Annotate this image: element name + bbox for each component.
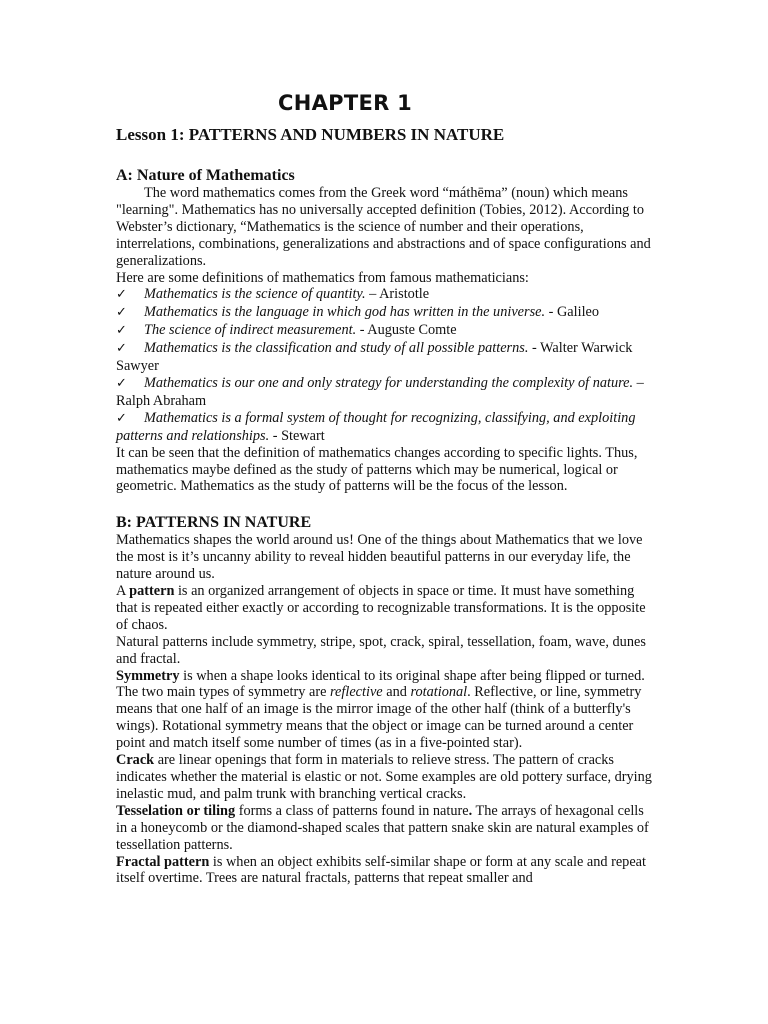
check-icon: ✓ [116, 305, 127, 321]
definition-author: - Walter Warwick Sawyer [116, 340, 633, 375]
fractal-text: is when an object exhibits self-similar shape or form at any scale and repeat itself overtime. Trees are natural fractals, patterns that repeat smaller and [116, 853, 646, 887]
symmetry-text-1: is when a shape looks identical to its original shape after being flipped or turned. The two main types of symmetry are [116, 667, 645, 701]
symmetry-reflective: reflective [330, 684, 383, 701]
definition-quote: Mathematics is a formal system of thought for recognizing, classifying, and exploiting patterns and relationships. [116, 409, 636, 444]
definition-author: – Ralph Abraham [116, 374, 644, 409]
definitions-list [116, 286, 656, 444]
pattern-pre: A [116, 583, 130, 600]
definitions-lead: Here are some definitions of mathematics from famous mathematicians: [116, 269, 529, 286]
check-icon: ✓ [116, 375, 127, 391]
check-icon: ✓ [116, 323, 127, 339]
section-b-intro: Mathematics shapes the world around us! One of the things about Mathematics that we love the most is it’s uncanny ability to reveal hidden beautiful patterns in our everyday life, the nature around us. [116, 532, 643, 583]
definition-item [116, 304, 656, 322]
tessellation-text-2: The arrays of hexagonal cells in a honeycomb or the diamond-shaped scales that pattern snake skin are natural examples of tessellation patterns. [116, 802, 649, 853]
definition-item [116, 340, 656, 375]
tessellation-paragraph [116, 803, 656, 854]
check-icon: ✓ [116, 287, 127, 303]
section-a-intro: The word mathematics comes from the Greek word “máthēma” (noun) which means "learning". Mathematics has no universally accepted definition (Tobies, 2012). According to Webster’s dictionary, “Mathematics is the science of number and their operations, interrelations, combinations, generalizations and abstractions and of space configurations and generalizations. [116, 185, 651, 269]
pattern-text: is an organized arrangement of objects in space or time. It must have something that is repeated either exactly or according to recognizable transformations. It is the opposite of chaos. [116, 583, 646, 633]
definition-item [116, 410, 656, 445]
crack-paragraph [116, 752, 656, 803]
definition-quote: Mathematics is our one and only strategy for understanding the complexity of nature. [144, 374, 634, 391]
crack-text: are linear openings that form in materials to relieve stress. The pattern of cracks indicates whether the material is elastic or not. Some examples are old pottery surface, drying inelastic mud, and palm trunk with branching vertical cracks. [116, 752, 652, 802]
symmetry-term: Symmetry [116, 667, 180, 684]
definition-author: - Stewart [269, 427, 325, 444]
tessellation-term: Tesselation or tiling [116, 802, 236, 819]
pattern-paragraph [116, 583, 656, 634]
check-icon: ✓ [116, 341, 127, 357]
crack-term: Crack [116, 752, 155, 769]
natural-patterns-paragraph: Natural patterns include symmetry, stripe, spot, crack, spiral, tessellation, foam, wave, dunes and fractal. [116, 633, 646, 667]
lesson-title: Lesson 1: PATTERNS AND NUMBERS IN NATURE [116, 125, 505, 144]
definition-quote: Mathematics is the science of quantity. [144, 286, 366, 303]
symmetry-paragraph [116, 668, 656, 753]
section-b-heading: B: PATTERNS IN NATURE [116, 514, 312, 532]
symmetry-rotational: rotational [410, 684, 468, 701]
chapter-title: CHAPTER 1 [278, 91, 413, 115]
definition-author: - Auguste Comte [356, 322, 457, 339]
definition-quote: The science of indirect measurement. [144, 322, 357, 339]
tessellation-dot: . [468, 802, 473, 819]
pattern-term: pattern [129, 583, 175, 600]
definition-item [116, 375, 656, 410]
fractal-term: Fractal pattern [116, 853, 210, 870]
definition-author: – Aristotle [365, 286, 430, 303]
section-a-conclusion: It can be seen that the definition of mathematics changes according to specific lights. Thus, mathematics maybe defined as the study of patterns which may be numerical, logical or geometric. Mathematics as the study of patterns will be the focus of the lesson. [116, 444, 638, 495]
fractal-paragraph [116, 854, 656, 888]
document-page [116, 90, 656, 887]
tessellation-text-1: forms a class of patterns found in nature [235, 802, 469, 819]
definition-author: - Galileo [545, 304, 600, 321]
check-icon: ✓ [116, 410, 127, 426]
definition-item [116, 322, 656, 340]
definition-quote: Mathematics is the classification and study of all possible patterns. [144, 340, 529, 357]
symmetry-text-2: . Reflective, or line, symmetry means that one half of an image is the mirror image of the other half (think of a butterfly's wings). Rotational symmetry means that the object or image can be turned around a center point and match itself some number of times (as in a five-pointed star). [116, 684, 642, 752]
definition-item [116, 286, 656, 304]
definition-quote: Mathematics is the language in which god has written in the universe. [144, 304, 546, 321]
symmetry-and: and [382, 684, 411, 701]
section-a-heading: A: Nature of Mathematics [116, 167, 295, 184]
